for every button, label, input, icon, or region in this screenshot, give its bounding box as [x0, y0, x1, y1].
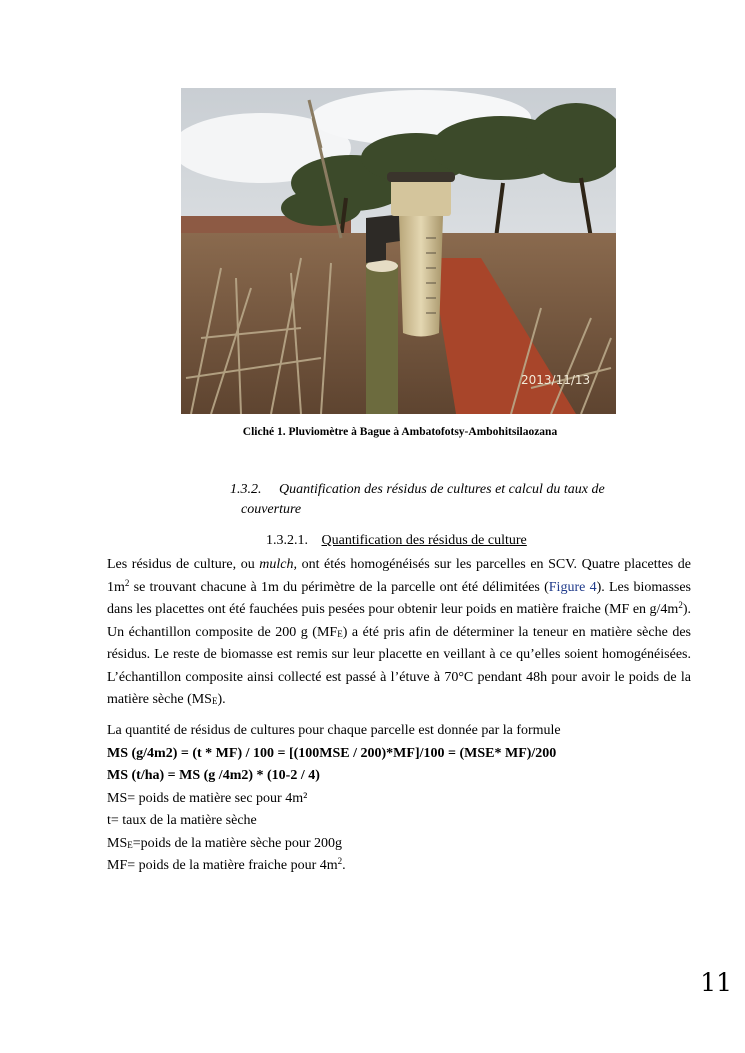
photo-date-stamp: 2013/11/13 [521, 373, 591, 387]
page-number: 11 [700, 968, 732, 997]
formula-block [107, 720, 707, 878]
figure-caption: Cliché 1. Pluviomètre à Bague à Ambatofotsy-Ambohitsilaozana [242, 426, 558, 438]
section-heading [230, 480, 691, 520]
definition-t: t= taux de la matière sèche [107, 813, 257, 828]
section-number: 1.3.2. [230, 482, 262, 497]
subsection-number: 1.3.2.1. [266, 533, 308, 548]
definition-mse: $MS_E=poids$ de la matière sèche pour 200g [107, 835, 343, 851]
formula-ms-g: MS (g/4m2) = (t * MF) / 100 = [(100MSE / 200)*MF]/100 = (MSE* MF)/200 [107, 745, 557, 761]
formula-intro: La quantité de résidus de cultures pour chaque parcelle est donnée par la formule [107, 723, 561, 738]
definition-ms: MS= poids de matière sec pour 4m² [107, 790, 308, 806]
definition-mf: MF= poids de la matière fraiche pour $4m^2$. [107, 856, 346, 873]
rain-gauge-photo [181, 88, 616, 414]
body-paragraph: Les résidus de culture, ou mulch, ont étés homogénéisés sur les parcelles en SCV. Quatre placettes de $1m^2$ se trouvant chacune à 1m du périmètre de la parcelle ont été délimitées (Figure 4). Les biomasses dans les placettes ont été fauchées puis pesées pour obtenir leur poids en matière fraiche (MF en $g/4m^2$). Un échantillon composite de 200 g $(MF_E)$ a été pris afin de déterminer la teneur en matière sèche des résidus. Le reste de biomasse est remis sur leur placette en veillant à ce qu’elles soient homogénéisées. L’échantillon composite ainsi collecté est passé à l’étuve à 70°C pendant 48h pour avoir le poids de la matière sèche $(MS_E)$. [107, 557, 691, 707]
section-title-line2: couverture [241, 502, 302, 517]
section-title-line1: Quantification des résidus de cultures et calcul du taux de [279, 482, 605, 497]
formula-ms-tha: MS (t/ha) = MS (g /4m2) * (10-2 / 4) [107, 768, 320, 783]
subsection-heading [266, 531, 527, 551]
figure-4-link[interactable]: Figure 4 [548, 579, 597, 595]
subsection-title: Quantification des résidus de culture [321, 533, 527, 548]
